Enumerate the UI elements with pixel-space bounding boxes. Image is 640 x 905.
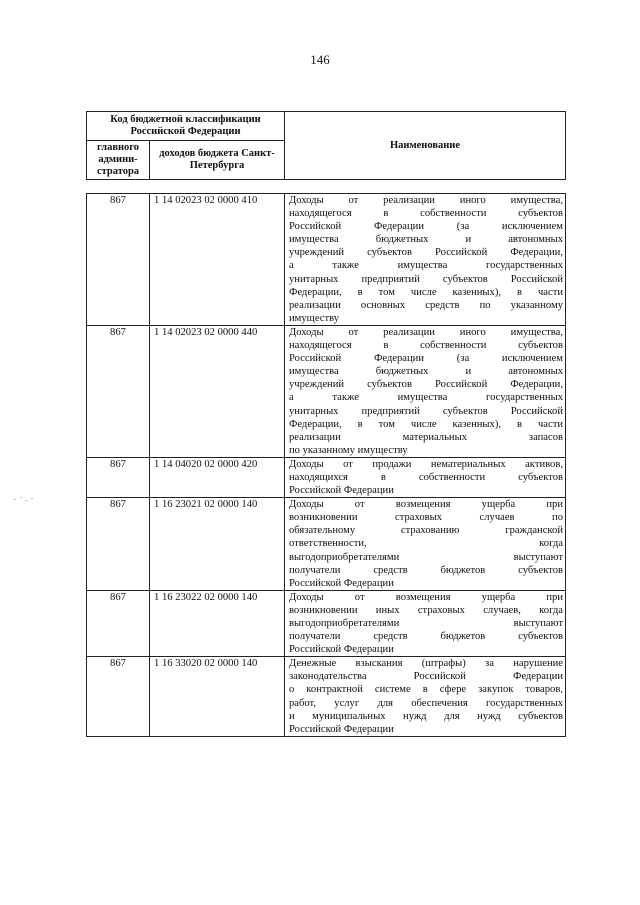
description-cell bbox=[285, 457, 566, 497]
description-line: Доходы от возмещения ущерба при bbox=[289, 499, 563, 511]
table-row bbox=[87, 498, 566, 591]
income-code-cell: 1 14 02023 02 0000 440 bbox=[150, 325, 285, 457]
income-code-cell: 1 16 23022 02 0000 140 bbox=[150, 590, 285, 656]
page-number: 146 bbox=[310, 52, 330, 67]
admin-code-cell: 867 bbox=[87, 194, 150, 326]
description-line: выгодоприобретателями выступают bbox=[289, 618, 563, 629]
table-header bbox=[86, 111, 566, 180]
description-line: имуществу bbox=[289, 312, 340, 324]
description-line: возникновении страховых случаев по bbox=[289, 512, 563, 524]
description-line: учреждений субъектов Российской Федерации, bbox=[289, 379, 563, 391]
admin-code-cell: 867 bbox=[87, 657, 150, 737]
table-row bbox=[87, 194, 566, 326]
description-line: Российской Федерации (за исключением bbox=[289, 221, 563, 233]
admin-code-cell: 867 bbox=[87, 498, 150, 591]
description-line: Федерации, в том числе казенных), в части bbox=[289, 286, 563, 298]
table-row bbox=[87, 457, 566, 497]
description-line: находящихся в собственности субъектов bbox=[289, 471, 563, 483]
description-line: работ, услуг для обеспечения государственных bbox=[289, 697, 563, 709]
description-cell bbox=[285, 498, 566, 591]
description-cell bbox=[285, 590, 566, 656]
income-code-cell: 1 14 04020 02 0000 420 bbox=[150, 457, 285, 497]
income-code-cell: 1 16 33020 02 0000 140 bbox=[150, 657, 285, 737]
name-column-header: Наименование bbox=[285, 112, 566, 180]
description-cell bbox=[285, 657, 566, 737]
description-line: находящегося в собственности субъектов bbox=[289, 208, 563, 220]
description-line: унитарных предприятий субъектов Российской bbox=[289, 405, 563, 417]
description-line: а также имущества государственных bbox=[289, 260, 563, 272]
description-line: Доходы от продажи нематериальных активов, bbox=[289, 458, 563, 470]
description-line: Российской Федерации bbox=[289, 644, 394, 656]
description-line: по указанному имуществу bbox=[289, 444, 408, 456]
description-line: возникновении иных страховых случаев, когда bbox=[289, 604, 563, 616]
description-line: Российской Федерации (за исключением bbox=[289, 353, 563, 365]
classification-table bbox=[86, 193, 566, 737]
description-line: Доходы от реализации иного имущества, bbox=[289, 195, 563, 206]
admin-column-header: главного админи-стратора bbox=[87, 141, 150, 180]
admin-code-cell: 867 bbox=[87, 590, 150, 656]
description-cell bbox=[285, 325, 566, 457]
scan-speck bbox=[14, 497, 36, 503]
description-line: имущества бюджетных и автономных bbox=[289, 234, 563, 246]
description-line: унитарных предприятий субъектов Российской bbox=[289, 273, 563, 285]
description-line: о контрактной системе в сфере закупок товаров, bbox=[289, 684, 563, 696]
description-line: Российской Федерации bbox=[289, 485, 394, 497]
description-line: получатели средств бюджетов субъектов bbox=[289, 631, 563, 643]
table-row bbox=[87, 325, 566, 457]
description-line: выгодоприобретателями выступают bbox=[289, 551, 563, 563]
admin-code-cell: 867 bbox=[87, 325, 150, 457]
description-line: Российской Федерации bbox=[289, 723, 394, 735]
description-line: и муниципальных нужд для нужд субъектов bbox=[289, 710, 563, 722]
description-line: получатели средств бюджетов субъектов bbox=[289, 564, 563, 576]
description-line: Доходы от возмещения ущерба при bbox=[289, 591, 563, 603]
table-row bbox=[87, 657, 566, 737]
description-line: реализации материальных запасов bbox=[289, 431, 563, 443]
income-column-header: доходов бюджета Санкт-Петербурга bbox=[150, 141, 285, 180]
description-line: Российской Федерации bbox=[289, 577, 394, 589]
description-line: законодательства Российской Федерации bbox=[289, 671, 563, 683]
income-code-cell: 1 16 23021 02 0000 140 bbox=[150, 498, 285, 591]
income-code-cell: 1 14 02023 02 0000 410 bbox=[150, 194, 285, 326]
description-line: имущества бюджетных и автономных bbox=[289, 366, 563, 378]
description-line: Денежные взыскания (штрафы) за нарушение bbox=[289, 658, 563, 670]
description-cell bbox=[285, 194, 566, 326]
description-line: Федерации, в том числе казенных), в части bbox=[289, 418, 563, 430]
description-line: а также имущества государственных bbox=[289, 392, 563, 404]
description-line: находящегося в собственности субъектов bbox=[289, 340, 563, 352]
table-row bbox=[87, 590, 566, 656]
description-line: ответственности, когда bbox=[289, 538, 563, 550]
description-line: реализации основных средств по указанному bbox=[289, 299, 563, 311]
description-line: обязательному страхованию гражданской bbox=[289, 525, 563, 537]
description-line: Доходы от реализации иного имущества, bbox=[289, 326, 563, 338]
admin-code-cell: 867 bbox=[87, 457, 150, 497]
classification-code-header: Код бюджетной классификации Российской Федерации bbox=[87, 112, 285, 141]
description-line: учреждений субъектов Российской Федерации, bbox=[289, 247, 563, 259]
